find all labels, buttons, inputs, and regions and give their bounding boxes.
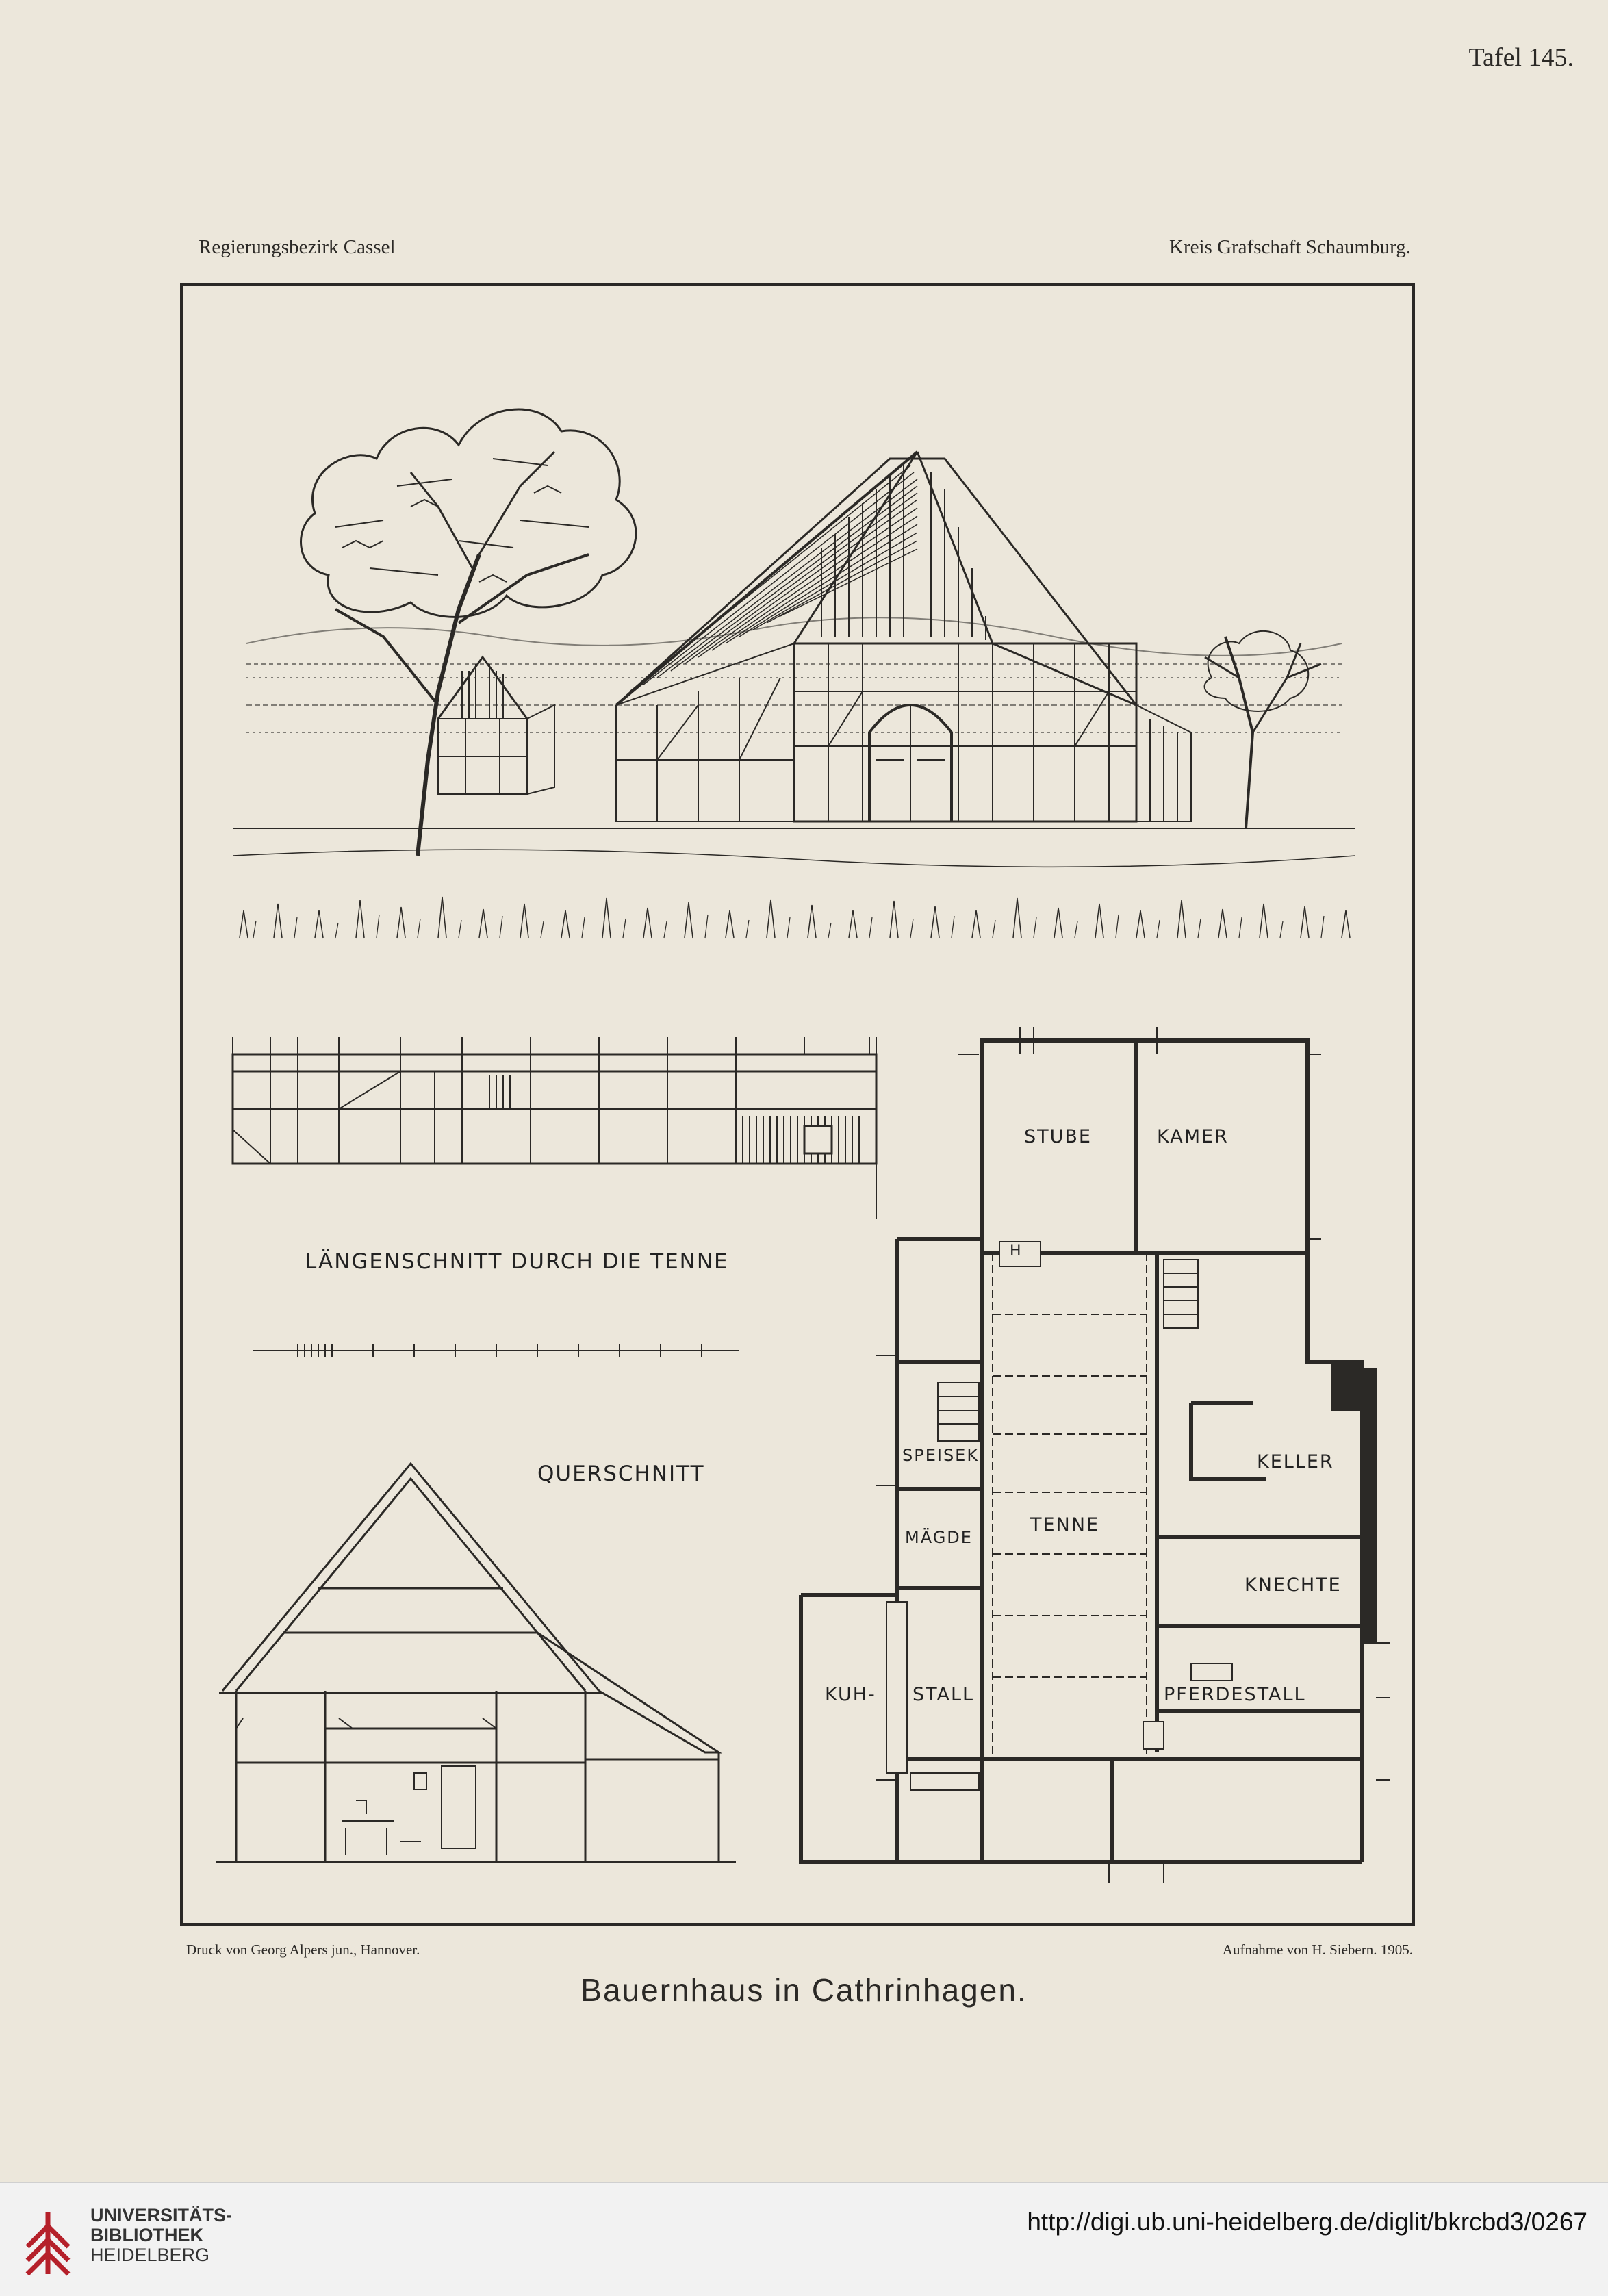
- region-label: Regierungsbezirk Cassel: [199, 236, 396, 258]
- scale-bar: [253, 1340, 746, 1361]
- cross-section-label: QUERSCHNITT: [537, 1462, 705, 1486]
- plan-label-h: H: [1010, 1242, 1023, 1260]
- young-tree: [1205, 631, 1321, 828]
- library-name-line3: HEIDELBERG: [90, 2245, 210, 2265]
- permalink-url[interactable]: http://digi.ub.uni-heidelberg.de/diglit/bkrcbd3/0267: [1027, 2208, 1587, 2236]
- farmhouse-illustration: [233, 349, 1355, 945]
- plan-label-tenne: TENNE: [1030, 1514, 1100, 1535]
- plan-label-kuh: KUH-: [825, 1684, 876, 1705]
- printer-credit: Druck von Georg Alpers jun., Hannover.: [186, 1941, 420, 1958]
- library-name-line1: UNIVERSITÄTS-: [90, 2205, 233, 2225]
- plan-label-speisekammer: SPEISEK: [902, 1446, 980, 1465]
- plan-label-keller: KELLER: [1257, 1451, 1334, 1472]
- main-farmhouse: [616, 452, 1191, 821]
- plate-number: Tafel 145.: [1468, 43, 1574, 72]
- plate-title: Bauernhaus in Cathrinhagen.: [580, 1972, 1028, 2008]
- plan-label-maegde: MÄGDE: [905, 1528, 973, 1547]
- library-name-line2: BIBLIOTHEK: [90, 2225, 203, 2245]
- plan-label-knechte: KNECHTE: [1245, 1574, 1342, 1596]
- cross-section-drawing: [216, 1458, 736, 1869]
- library-footer: [0, 2182, 1608, 2296]
- library-logo-icon: [21, 2199, 82, 2281]
- survey-credit: Aufnahme von H. Siebern. 1905.: [1222, 1941, 1413, 1958]
- plan-label-kammer: KAMER: [1157, 1126, 1229, 1147]
- grass-foreground: [233, 828, 1355, 938]
- plan-label-pferdestall: PFERDESTALL: [1164, 1684, 1306, 1705]
- plan-label-stall: STALL: [913, 1684, 975, 1705]
- longitudinal-section-label: LÄNGENSCHNITT DURCH DIE TENNE: [305, 1249, 729, 1274]
- library-name: [90, 2206, 232, 2265]
- district-label: Kreis Grafschaft Schaumburg.: [1169, 236, 1411, 258]
- plan-label-stube: STUBE: [1024, 1126, 1092, 1147]
